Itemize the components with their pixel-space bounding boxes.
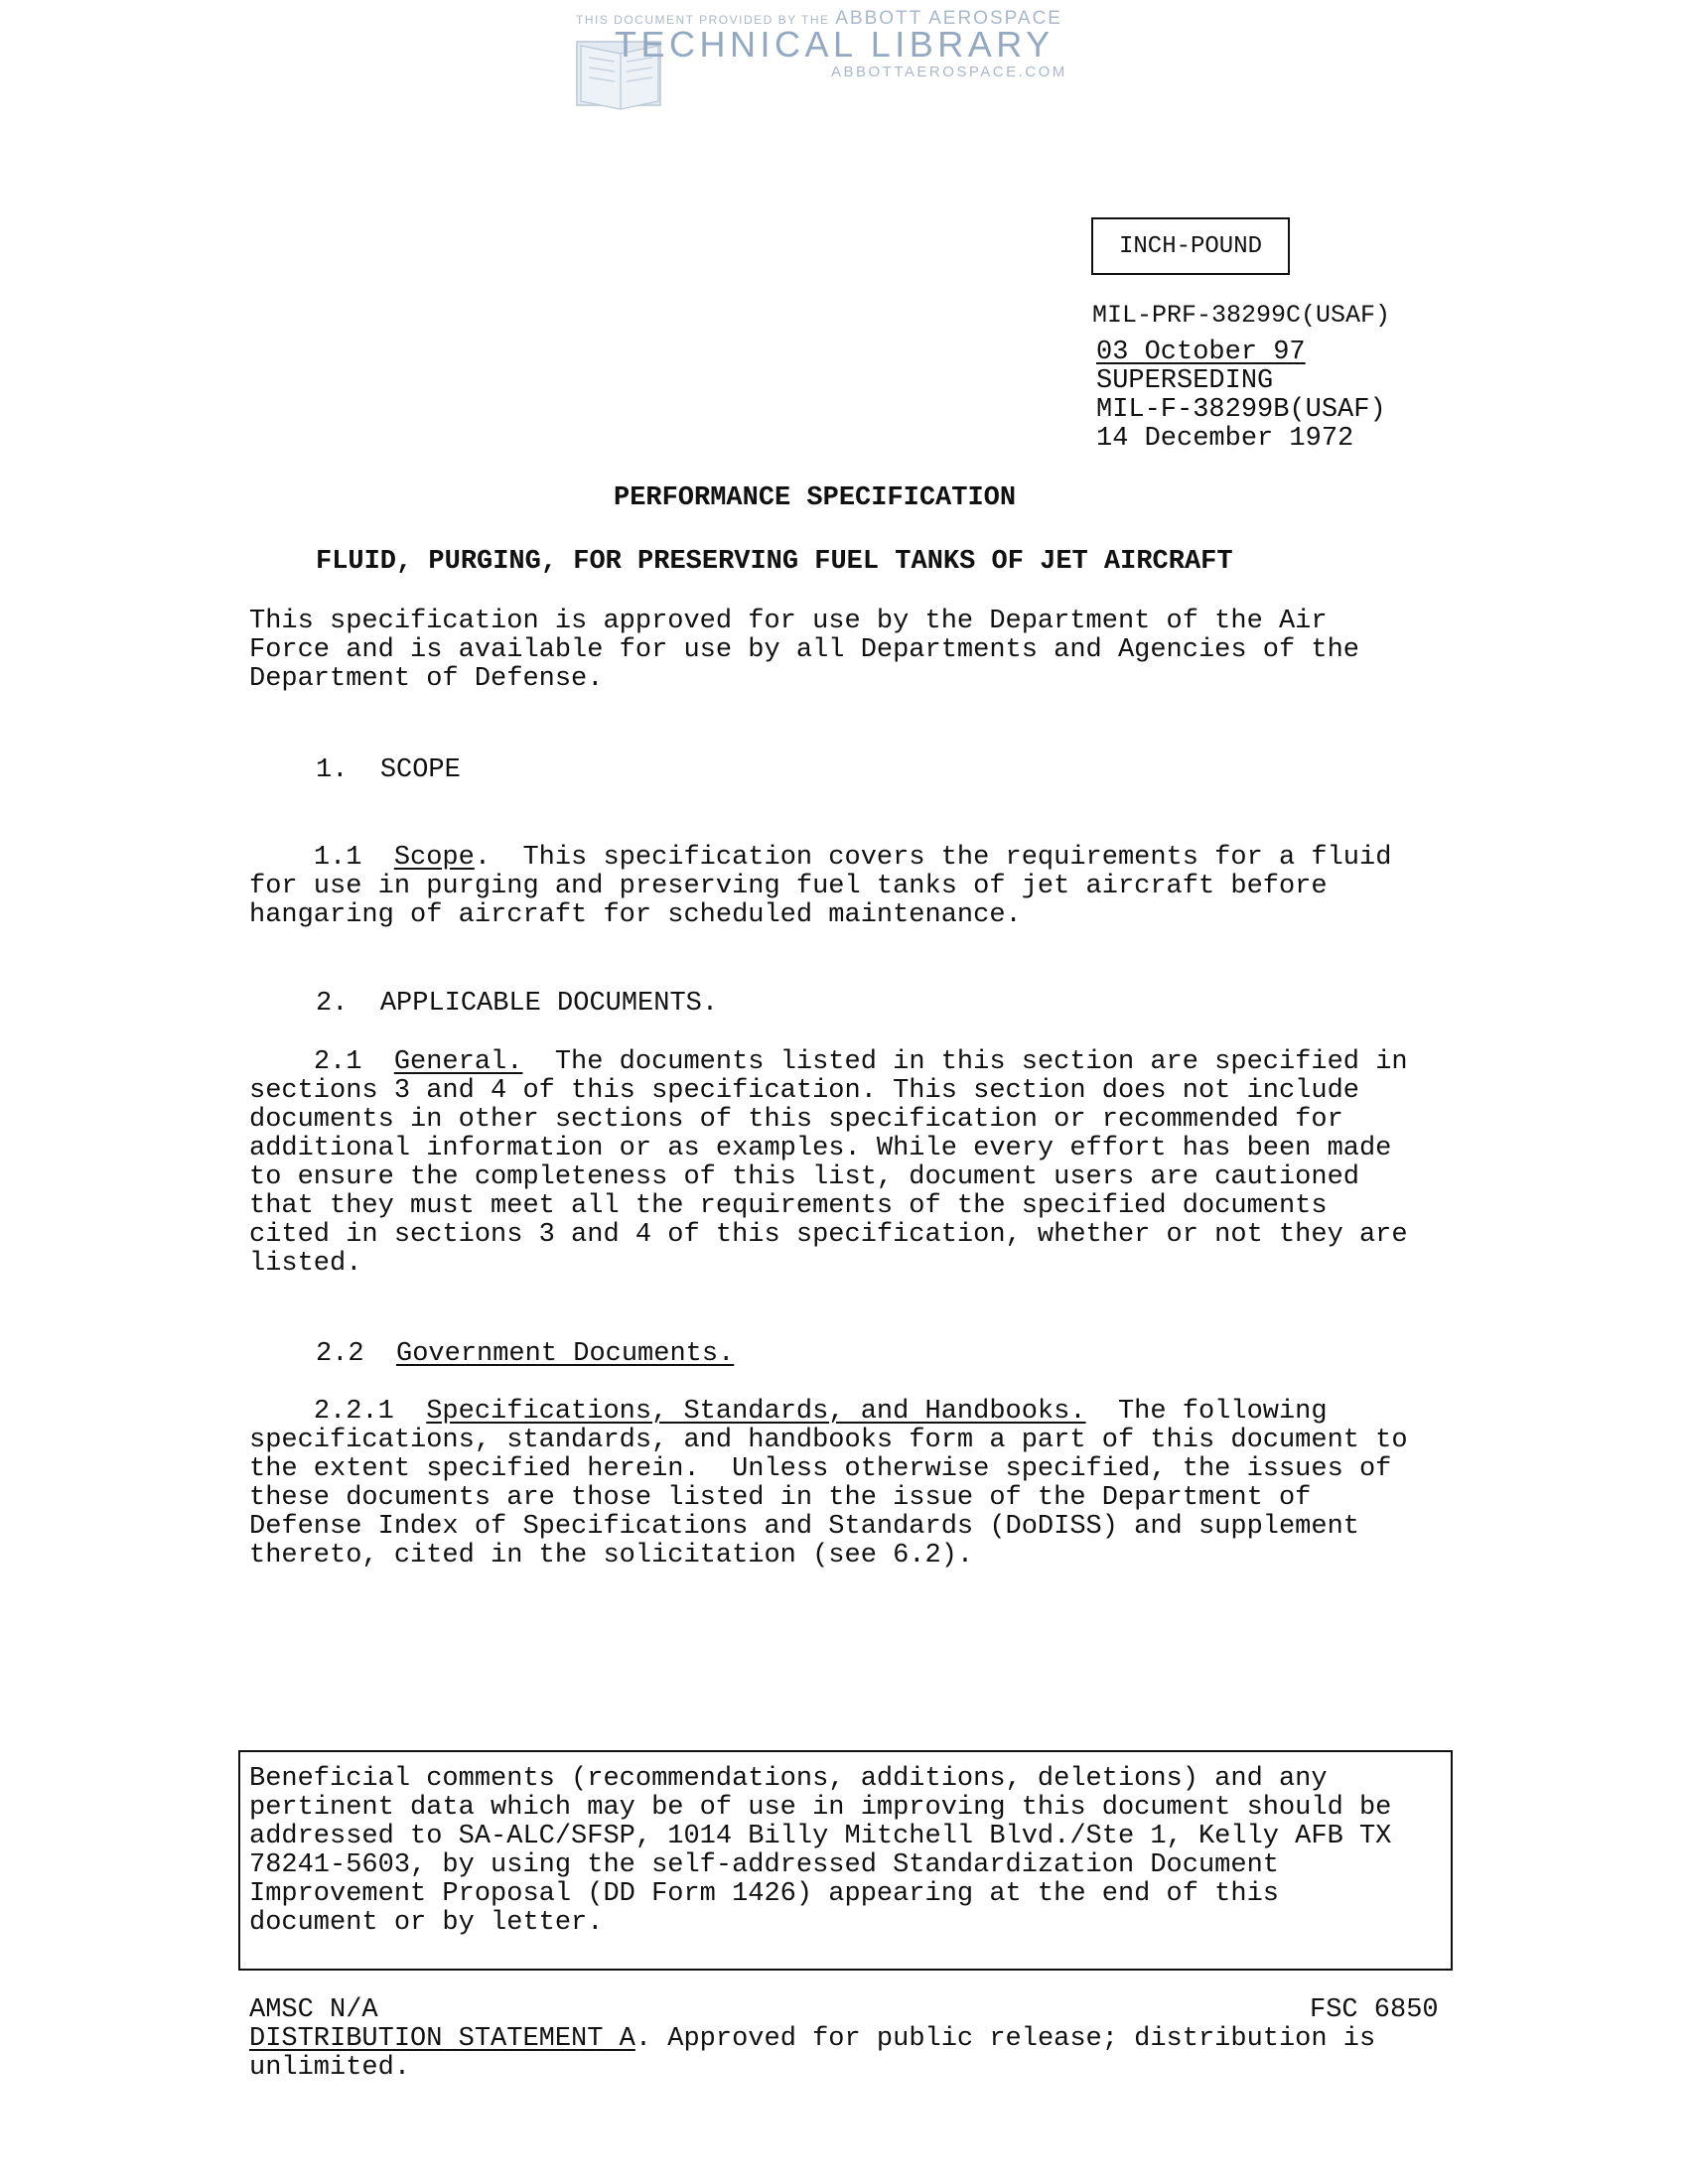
section-line: sections 3 and 4 of this specification. This section does not include bbox=[249, 1076, 1359, 1106]
section-text: . This specification covers the requirements for a fluid bbox=[474, 843, 1392, 873]
section-title: General. bbox=[393, 1047, 523, 1077]
comments-notice-box bbox=[238, 1750, 1453, 1971]
section-line: to ensure the completeness of this list, document users are cautioned bbox=[249, 1162, 1359, 1192]
section-2-2-heading bbox=[316, 1340, 734, 1369]
section-title: Scope bbox=[393, 843, 475, 873]
superseding-label: SUPERSEDING bbox=[1096, 366, 1274, 396]
section-2-heading bbox=[316, 990, 718, 1019]
section-number: 1. bbox=[316, 755, 349, 785]
section-line: hangaring of aircraft for scheduled maintenance. bbox=[249, 900, 1022, 930]
notice-line: Beneficial comments (recommendations, additions, deletions) and any bbox=[249, 1764, 1328, 1794]
superseded-number: MIL-F-38299B(USAF) bbox=[1096, 395, 1386, 425]
section-line: cited in sections 3 and 4 of this specification, whether or not they are bbox=[249, 1220, 1408, 1250]
inch-pound-box bbox=[1091, 217, 1290, 275]
section-title: APPLICABLE DOCUMENTS. bbox=[379, 989, 719, 1019]
section-1-heading bbox=[316, 756, 461, 785]
section-line: documents in other sections of this specification or recommended for bbox=[249, 1105, 1343, 1135]
doc-date: 03 October 97 bbox=[1096, 338, 1306, 367]
section-2-1 bbox=[249, 1048, 1408, 1279]
section-line: the extent specified herein. Unless otherwise specified, the issues of bbox=[249, 1454, 1392, 1484]
amsc-code: AMSC N/A bbox=[249, 1995, 378, 2025]
section-line: Defense Index of Specifications and Standards (DoDISS) and supplement bbox=[249, 1512, 1359, 1542]
distribution-line-2: unlimited. bbox=[249, 2053, 411, 2083]
section-line: specifications, standards, and handbooks form a part of this document to bbox=[249, 1426, 1408, 1455]
section-line: thereto, cited in the solicitation (see 6.2). bbox=[249, 1541, 974, 1570]
doc-number: MIL-PRF-38299C(USAF) bbox=[1092, 301, 1391, 330]
spec-type-title: PERFORMANCE SPECIFICATION bbox=[614, 483, 1017, 513]
section-title: Government Documents. bbox=[396, 1339, 735, 1369]
approval-line: Force and is available for use by all Departments and Agencies of the bbox=[249, 635, 1359, 665]
watermark-provided-by: THIS DOCUMENT PROVIDED BY THE ABBOTT AEROSPACE bbox=[576, 8, 1062, 29]
approval-line: Department of Defense. bbox=[249, 664, 604, 694]
section-text: The documents listed in this section are specified in bbox=[522, 1047, 1408, 1077]
section-title: Specifications, Standards, and Handbooks. bbox=[426, 1397, 1086, 1427]
superseded-date: 14 December 1972 bbox=[1096, 424, 1354, 454]
distribution-statement bbox=[249, 2025, 1375, 2054]
section-number: 2.1 bbox=[313, 1047, 362, 1077]
notice-line: addressed to SA-ALC/SFSP, 1014 Billy Mitchell Blvd./Ste 1, Kelly AFB TX bbox=[249, 1822, 1392, 1851]
section-text: The following bbox=[1085, 1397, 1328, 1427]
spec-subject-title: FLUID, PURGING, FOR PRESERVING FUEL TANKS OF JET AIRCRAFT bbox=[316, 547, 1233, 577]
distribution-text: . Approved for public release; distribution is bbox=[634, 2024, 1376, 2054]
section-title: SCOPE bbox=[379, 755, 461, 785]
watermark bbox=[571, 4, 1087, 113]
section-line: for use in purging and preserving fuel tanks of jet aircraft before bbox=[249, 872, 1328, 901]
section-line: listed. bbox=[249, 1249, 362, 1279]
section-2-2-1 bbox=[249, 1398, 1408, 1570]
distribution-label: DISTRIBUTION STATEMENT A bbox=[249, 2024, 635, 2054]
section-number: 2.2.1 bbox=[313, 1397, 394, 1427]
section-line: additional information or as examples. While every effort has been made bbox=[249, 1134, 1392, 1163]
notice-line: document or by letter. bbox=[249, 1908, 604, 1938]
approval-paragraph bbox=[249, 608, 1359, 694]
section-1-1 bbox=[249, 844, 1391, 930]
section-number: 2. bbox=[316, 989, 349, 1019]
section-line: these documents are those listed in the issue of the Department of bbox=[249, 1483, 1312, 1513]
notice-line: Improvement Proposal (DD Form 1426) appearing at the end of this bbox=[249, 1879, 1279, 1909]
measure-system-label: INCH-POUND bbox=[1118, 233, 1263, 260]
section-number: 2.2 bbox=[316, 1339, 364, 1369]
watermark-technical-library: TECHNICAL LIBRARY bbox=[615, 24, 1055, 65]
section-line: that they must meet all the requirements of the specified documents bbox=[249, 1191, 1328, 1221]
watermark-url: ABBOTTAEROSPACE.COM bbox=[831, 64, 1067, 80]
notice-line: 78241-5603, by using the self-addressed Standardization Document bbox=[249, 1850, 1279, 1880]
fsc-code: FSC 6850 bbox=[1310, 1995, 1439, 2025]
notice-text bbox=[249, 1765, 1391, 1938]
section-number: 1.1 bbox=[313, 843, 362, 873]
notice-line: pertinent data which may be of use in improving this document should be bbox=[249, 1793, 1392, 1823]
approval-line: This specification is approved for use by the Department of the Air bbox=[249, 607, 1328, 636]
